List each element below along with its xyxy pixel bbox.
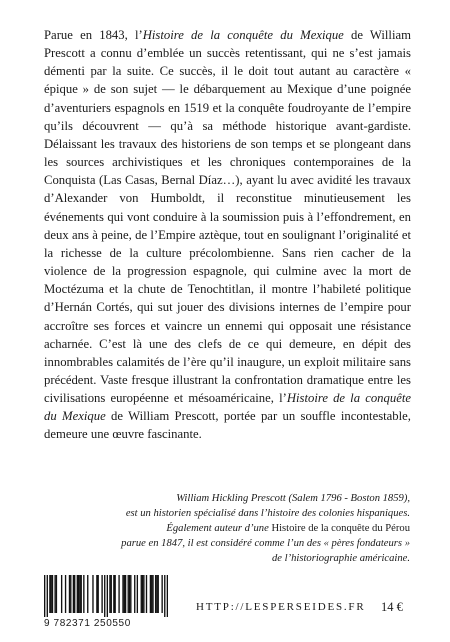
barcode-bar: [61, 575, 62, 613]
barcode-bar: [69, 575, 70, 613]
barcode-bar: [104, 575, 105, 617]
barcode-bar: [114, 575, 115, 613]
barcode-bar: [56, 575, 57, 613]
barcode-bar: [111, 575, 112, 613]
summary-paragraph: [44, 26, 411, 444]
barcode-bar: [158, 575, 159, 613]
barcode-bar: [129, 575, 130, 613]
barcode-bar: [113, 575, 114, 613]
barcode-bar: [156, 575, 157, 613]
book-title-italic: Histoire de la conquête du Mexique: [142, 28, 344, 42]
barcode-bar: [49, 575, 50, 613]
barcode-bar: [152, 575, 153, 613]
barcode-bar: [164, 575, 165, 617]
summary-text-middle: de William Prescott a connu d’emblée un succès retentissant, qui ne s’est jamais démenti par la suite. Ce succès, il le doit tout autant au caractère « épique » de son sujet — le débarquement au Mexique d’une poignée d’aventuriers espagnols en 1519 et la conquête foudroyante de l’empire qu’ils découvrent — qu’à sa méthode historique avant-gardiste. Délaissant les travaux des historiens de son temps et se plongeant dans les sources archivistiques et les chroniques contemporaines de la Conquista (Las Casas, Bernal Díaz…), ayant lu avec avidité les travaux d’Alexander von Humboldt, il reconstitue minutieusement les événements qui vont conduire à la soumission puis à l’effondrement, en deux ans à peine, de l’Empire aztèque, tout en soulignant l’originalité et la richesse de la culture précolombienne. Sans rien cacher de la violence de la progression espagnole, qui culmine avec la mort de Moctézuma et la chute de Tenochtitlan, il montre l’habileté politique d’Hernán Cortés, qui sut jouer des divisions internes de l’empire pour accroître ses forces et vaincre un ennemi qui opposait une résistance acharnée. C’est là une des clefs de ce qui demeure, en dépit des innombrables calamités de l’ère qu’il inaugure, un exploit militaire sans précédent. Vaste fresque illustrant la confrontation dramatique entre les civilisations européenne et mésoaméricaine, l’: [44, 28, 411, 406]
barcode-bar: [142, 575, 143, 613]
bio-line-2: est un historien spécialisé dans l’histoire des colonies hispaniques.: [125, 507, 410, 519]
bio-line-3: [70, 522, 410, 537]
barcode-bar: [141, 575, 142, 613]
bio-line-4: parue en 1847, il est considéré comme l’un des « pères fondateurs »: [121, 537, 410, 549]
barcode-bar: [73, 575, 74, 613]
barcode-bar: [87, 575, 88, 613]
publisher-url[interactable]: HTTP://LESPERSEIDES.FR: [196, 601, 366, 613]
barcode-bar: [161, 575, 162, 613]
book-title-italic-2: Histoire de la conquête du Mexique: [44, 391, 411, 424]
bio-line-5: de l’historiographie américaine.: [272, 552, 410, 564]
barcode-bar: [118, 575, 119, 613]
barcode-bar: [109, 575, 110, 613]
barcode-bar: [83, 575, 84, 613]
barcode-bar: [98, 575, 99, 613]
barcode-bar: [134, 575, 135, 613]
barcode-bar: [77, 575, 78, 613]
isbn-barcode: [44, 575, 168, 617]
barcode-bar: [167, 575, 168, 617]
barcode-bar: [143, 575, 144, 613]
barcode-bar: [107, 575, 108, 617]
back-cover-text: [44, 26, 411, 444]
barcode-bar: [101, 575, 102, 613]
barcode-bar: [44, 575, 45, 617]
barcode-bar: [151, 575, 152, 613]
barcode-bar: [54, 575, 55, 613]
barcode-bar: [125, 575, 126, 613]
barcode-bar: [78, 575, 79, 613]
barcode-bar: [124, 575, 125, 613]
barcode-bar: [122, 575, 123, 613]
barcode-bar: [65, 575, 66, 613]
barcode-bar: [155, 575, 156, 613]
barcode-bar: [96, 575, 97, 613]
bio-line-3-text: Également auteur d’une: [166, 522, 272, 534]
barcode-bar: [81, 575, 82, 613]
bio-book-title: Histoire de la conquête du Pérou: [271, 522, 410, 534]
barcode-bar: [51, 575, 52, 613]
barcode-bars: [44, 575, 168, 617]
barcode-bar: [130, 575, 131, 613]
barcode-bar: [146, 575, 147, 613]
barcode-bar: [47, 575, 48, 617]
barcode-bar: [92, 575, 93, 613]
barcode-bar: [74, 575, 75, 613]
bio-line-1: William Hickling Prescott (Salem 1796 - Boston 1859),: [176, 493, 410, 504]
barcode-bar: [52, 575, 53, 613]
author-bio: [70, 492, 410, 567]
barcode-bar: [128, 575, 129, 613]
isbn-number: 9 782371 250550: [44, 618, 131, 629]
barcode-bar: [79, 575, 80, 613]
barcode-bar: [150, 575, 151, 613]
barcode-bar: [70, 575, 71, 613]
summary-text-end: de William Prescott, portée par un souffle incontestable, demeure une œuvre fascinante.: [44, 409, 411, 442]
price-label: 14 €: [381, 600, 403, 614]
barcode-bar: [137, 575, 138, 613]
summary-text-start: Parue en 1843, l’: [44, 28, 143, 42]
